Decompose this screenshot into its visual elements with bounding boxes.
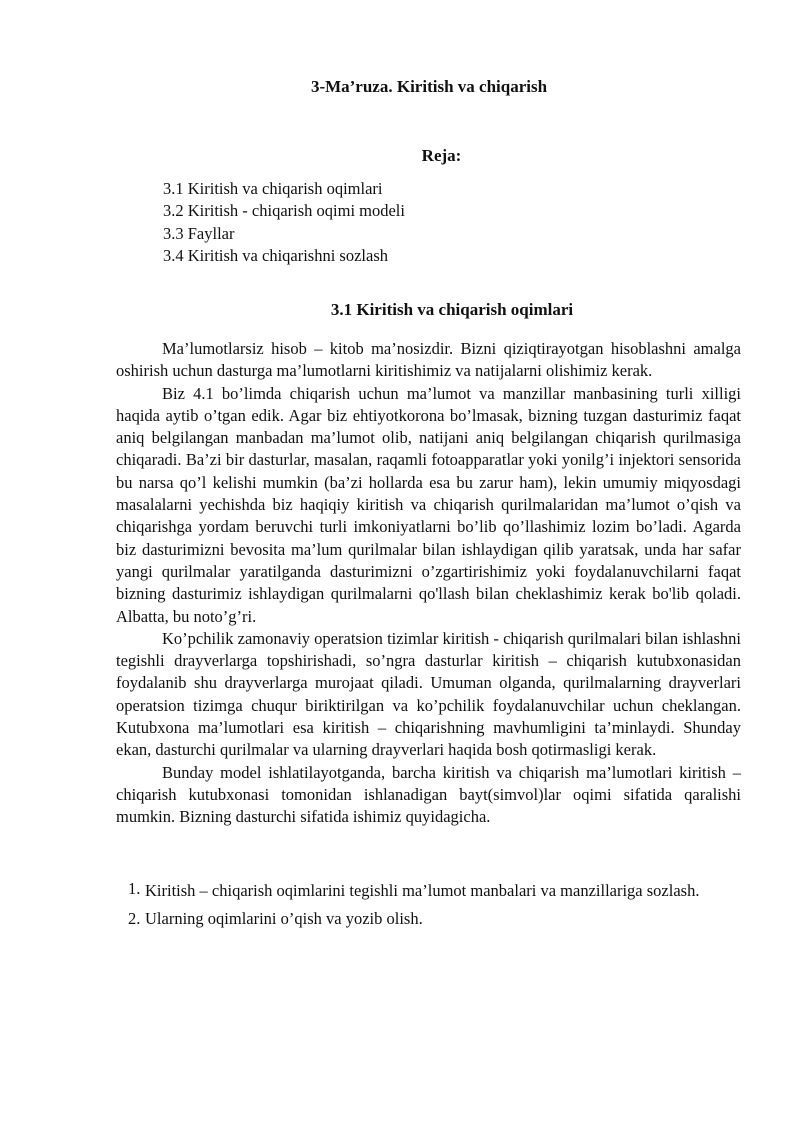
plan-item: 3.2 Kiritish - chiqarish oqimi modeli [163, 201, 405, 221]
lecture-title: 3-Ma’ruza. Kiritish va chiqarish [310, 77, 548, 96]
body-text [116, 338, 741, 829]
paragraph: Bunday model ishlatilayotganda, barcha kiritish va chiqarish ma’lumotlari kiritish – chiqarish kutubxonasi tomonidan ishlanadigan bayt(simvol)lar oqimi sifatida qaralishi mumkin. Bizning dasturchi sifatida ishimiz quyidagicha. [116, 762, 741, 827]
paragraph: Biz 4.1 bo’limda chiqarish uchun ma’lumot va manzillar manbasining turli xilligi haqida aytib o’tgan edik. Agar biz ehtiyotkorona bo’lmasak, bizning tuzgan dasturimiz faqat aniq belgilangan manbadan ma’lumot olib, natijani aniq belgilangan chiqarish qurilmasiga chiqaradi. Ba’zi bir dasturlar, masalan, raqamli fotoapparatlar yoki yonilg’i injektori sensorida bu narsa qo’l kelishi mumkin (ba’zi hollarda esa bu zarur ham), lekin umumiy miqyosdagi masalalarni yechishda biz haqiqiy kiritish va chiqarish qurilmalaridan ma’lumot o’qish va chiqarishga yordam beruvchi turli imkoniyatlarni bo’lib qo’llashimiz lozim bo’ladi. Agarda biz dasturimizni bevosita ma’lum qurilmalar bilan ishlaydigan qilib yaratsak, unda har safar yangi qurilmalar yaratilganda dasturimizni o’zgartirishimiz yoki foydalanuvchilarni faqat bizning dasturimiz ishlaydigan qurilmalarni qo'llash bilan cheklashimiz kerak bo'lib qoladi. Albatta, bu noto’g’ri. [116, 383, 741, 626]
plan-item: 3.3 Fayllar [163, 223, 235, 243]
paragraph: Ma’lumotlarsiz hisob – kitob ma’nosizdir. Bizni qiziqtirayotgan hisoblashni amalga oshirish uchun dasturga ma’lumotlarni kiritishimiz va natijalarni olishimiz kerak. [116, 339, 741, 381]
numbered-list [116, 878, 736, 935]
item-text: Ularning oqimlarini o’qish va yozib olish. [145, 909, 423, 928]
paragraph: Ko’pchilik zamonaviy operatsion tizimlar kiritish - chiqarish qurilmalari bilan ishlashni tegishli drayverlarga topshirishadi, so’ngra dasturlar kiritish – chiqarish kutubxonasidan foydalanib shu drayverlarga murojaat qiladi. Umuman olganda, qurilmalarning drayverlari operatsion tizimga chuqur biriktirilgan va ko’pchilik foydalanuvchilar uchun cheklangan. Kutubxona ma’lumotlari esa kiritish – chiqarishning mavhumligini ta’minlaydi. Shunday ekan, dasturchi qurilmalar va ularning drayverlari haqida bosh qotirmasligi kerak. [116, 628, 741, 760]
section-heading: 3.1 Kiritish va chiqarish oqimlari [330, 300, 574, 319]
plan-list [163, 178, 405, 267]
plan-heading: Reja: [421, 146, 462, 165]
numbered-item [116, 908, 736, 930]
item-number: 1. [128, 879, 141, 898]
item-number: 2. [128, 909, 141, 928]
plan-item: 3.1 Kiritish va chiqarish oqimlari [163, 179, 383, 198]
numbered-item [116, 878, 736, 903]
item-text: Kiritish – chiqarish oqimlarini tegishli ma’lumot manbalari va manzillariga sozlash. [145, 881, 700, 900]
plan-item: 3.4 Kiritish va chiqarishni sozlash [163, 245, 389, 265]
